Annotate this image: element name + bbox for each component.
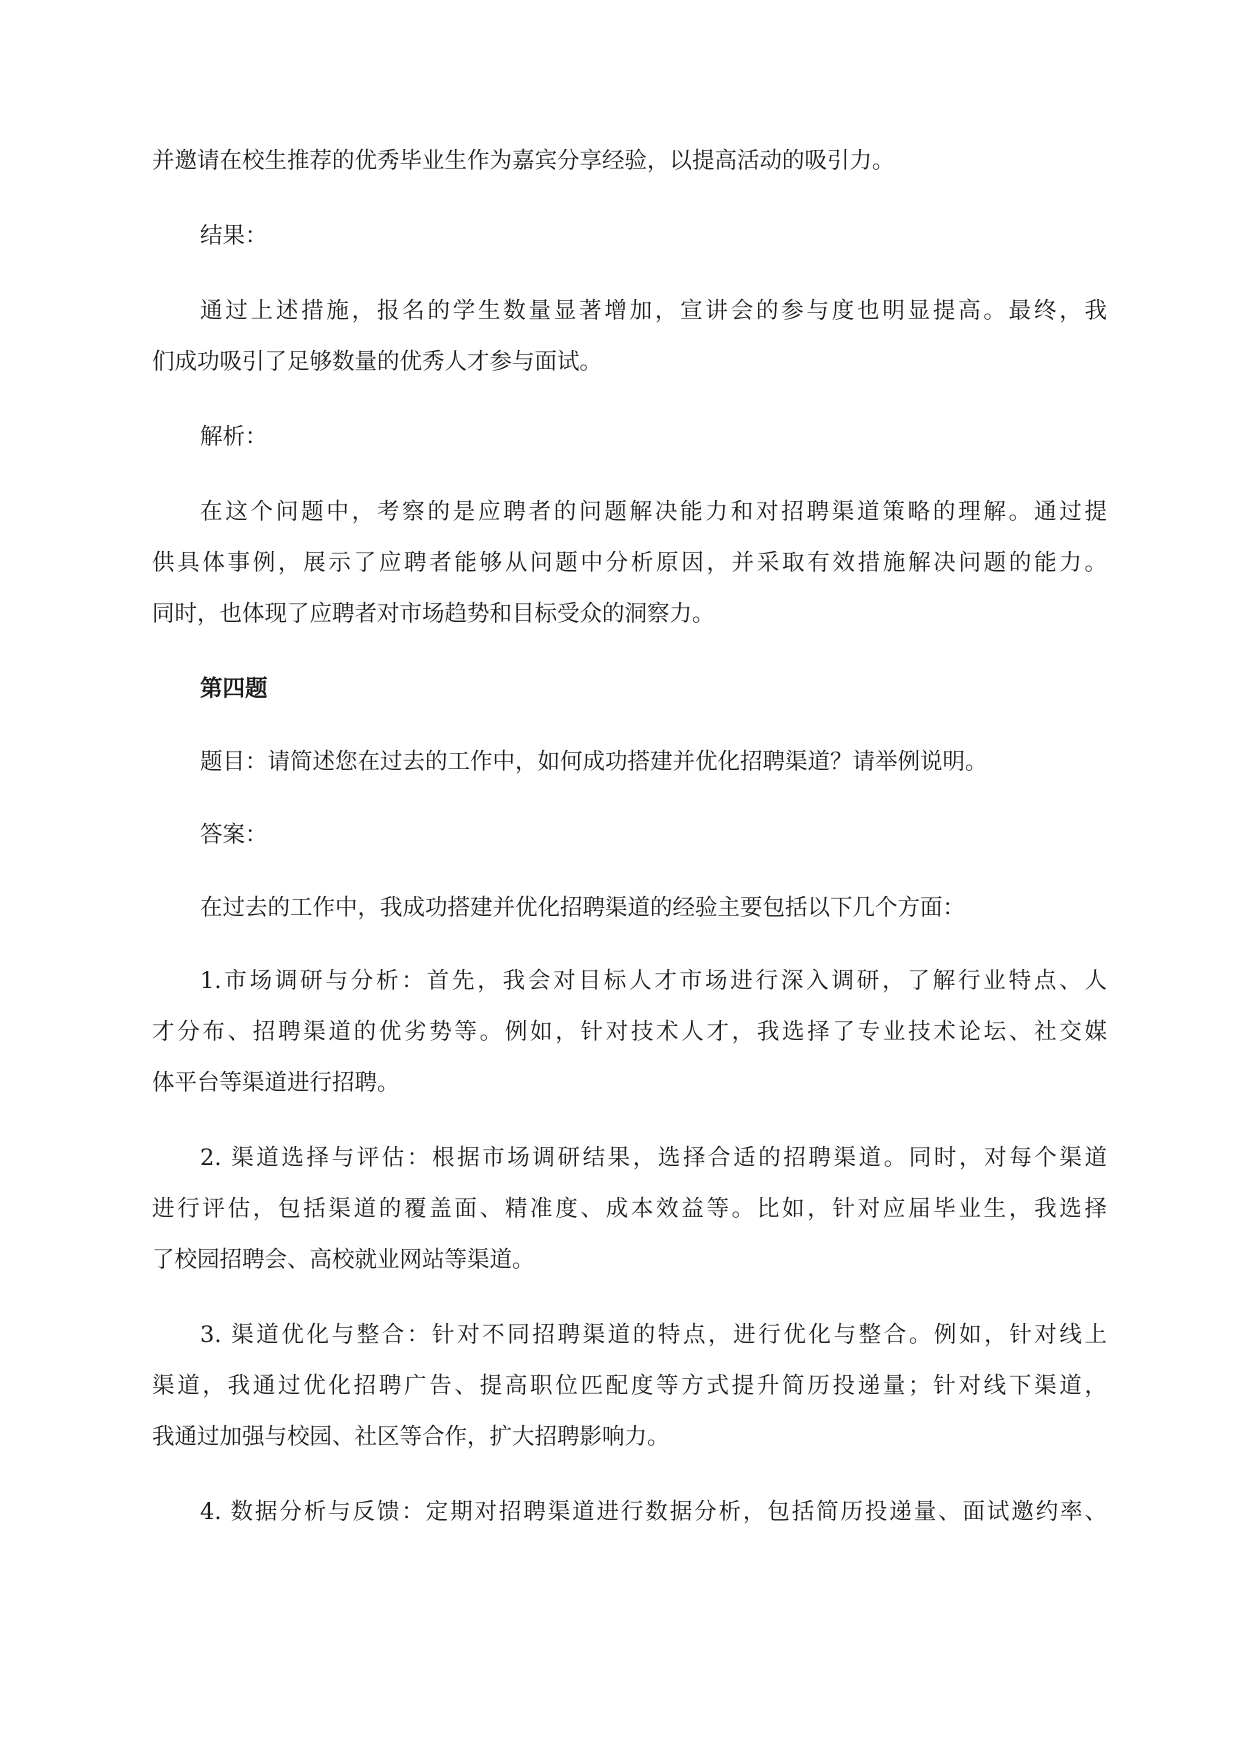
text-line: 在这个问题中，考察的是应聘者的问题解决能力和对招聘渠道策略的理解。通过提	[200, 499, 1107, 525]
text-line: 并邀请在校生推荐的优秀毕业生作为嘉宾分享经验，以提高活动的吸引力。	[152, 148, 895, 174]
label-analysis	[152, 412, 1107, 463]
paragraph-result	[152, 286, 1107, 388]
text-line: 供具体事例，展示了应聘者能够从问题中分析原因，并采取有效措施解决问题的能力。	[152, 550, 1107, 576]
paragraph-point-1	[152, 956, 1107, 1109]
paragraph-point-2	[152, 1133, 1107, 1286]
text-line: 通过上述措施，报名的学生数量显著增加，宣讲会的参与度也明显提高。最终，我	[200, 298, 1107, 324]
label-result	[152, 211, 1107, 262]
text-line: 我通过加强与校园、社区等合作，扩大招聘影响力。	[152, 1424, 670, 1450]
text-line: 3. 渠道优化与整合：针对不同招聘渠道的特点，进行优化与整合。例如，针对线上	[200, 1322, 1107, 1348]
text-line: 第四题	[200, 676, 268, 702]
text-line: 答案：	[200, 822, 268, 848]
text-line: 了校园招聘会、高校就业网站等渠道。	[152, 1247, 535, 1273]
text-line: 1.市场调研与分析：首先，我会对目标人才市场进行深入调研，了解行业特点、人	[200, 968, 1107, 994]
text-line: 同时，也体现了应聘者对市场趋势和目标受众的洞察力。	[152, 601, 715, 627]
text-line: 进行评估，包括渠道的覆盖面、精准度、成本效益等。比如，针对应届毕业生，我选择	[152, 1196, 1107, 1222]
paragraph-question	[152, 737, 1107, 788]
text-line: 渠道，我通过优化招聘广告、提高职位匹配度等方式提升简历投递量；针对线下渠道，	[152, 1373, 1107, 1399]
text-line: 们成功吸引了足够数量的优秀人才参与面试。	[152, 349, 603, 375]
paragraph-analysis	[152, 487, 1107, 640]
paragraph-answer-intro	[152, 883, 1107, 934]
text-line: 才分布、招聘渠道的优劣势等。例如，针对技术人才，我选择了专业技术论坛、社交媒	[152, 1019, 1107, 1045]
paragraph-point-3	[152, 1310, 1107, 1463]
text-line: 在过去的工作中，我成功搭建并优化招聘渠道的经验主要包括以下几个方面：	[200, 895, 966, 921]
paragraph-point-4	[152, 1487, 1107, 1538]
text-line: 题目：请简述您在过去的工作中，如何成功搭建并优化招聘渠道？请举例说明。	[200, 749, 988, 775]
text-line: 解析：	[200, 424, 268, 450]
paragraph-intro-continuation	[152, 136, 1107, 187]
document-body	[152, 136, 1107, 1538]
text-line: 结果：	[200, 223, 268, 249]
label-answer	[152, 810, 1107, 861]
section-heading-question-4	[152, 664, 1107, 715]
text-line: 4. 数据分析与反馈：定期对招聘渠道进行数据分析，包括简历投递量、面试邀约率、	[200, 1499, 1107, 1525]
text-line: 2. 渠道选择与评估：根据市场调研结果，选择合适的招聘渠道。同时，对每个渠道	[200, 1145, 1107, 1171]
text-line: 体平台等渠道进行招聘。	[152, 1070, 400, 1096]
